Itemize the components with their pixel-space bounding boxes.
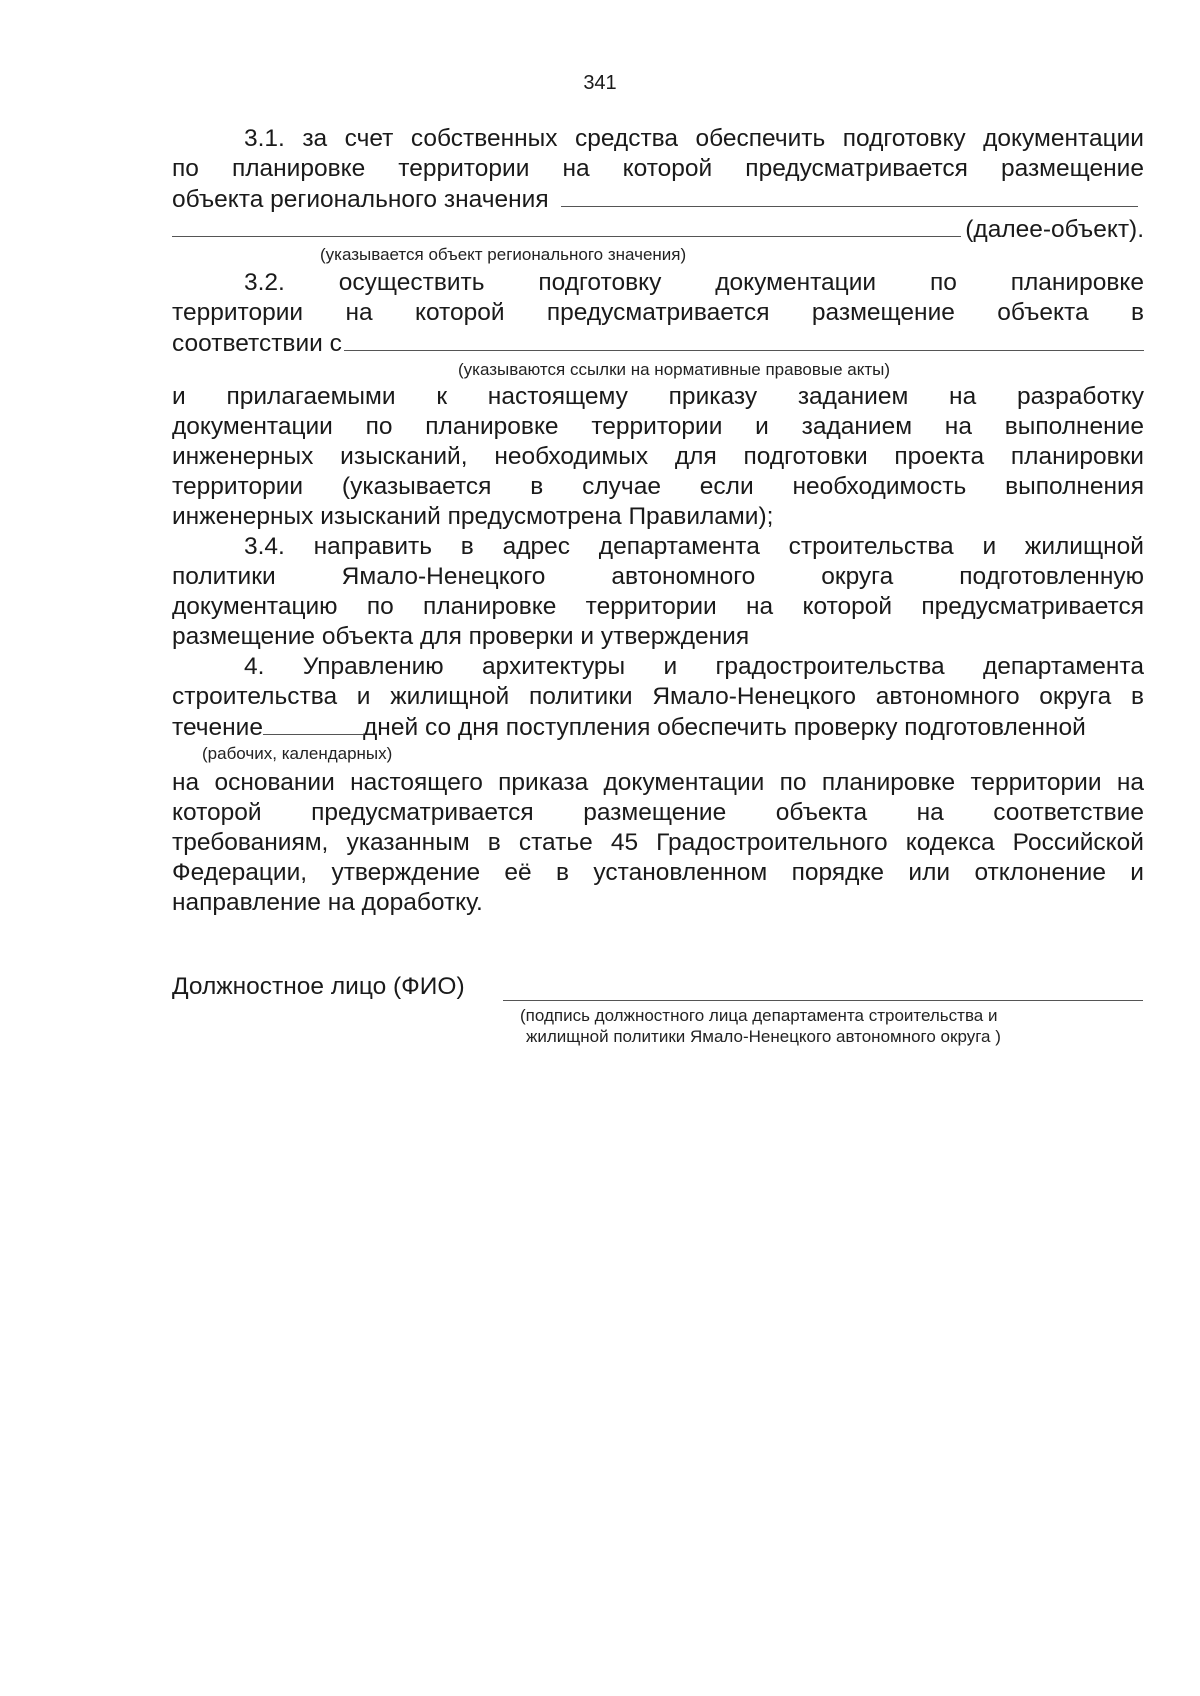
section-4-line-3-prefix: течение [172,714,263,741]
section-3-4-line-3: документацию по планировке территории на которой предусматривается [172,593,1144,620]
section-4-cont-5: направление на доработку. [172,889,483,916]
section-4-cont-1: на основании настоящего приказа документации по планировке территории на [172,769,1144,796]
section-3-2-cont-5: инженерных изысканий предусмотрена Правилами); [172,503,774,530]
page-number: 341 [583,72,617,94]
section-3-1-line-1: 3.1. за счет собственных средства обеспечить подготовку документации [244,125,1144,152]
section-4-cont-2: которой предусматривается размещение объекта на соответствие [172,799,1144,826]
section-4-line-1: 4. Управлению архитектуры и градостроительства департамента [244,653,1144,680]
days-count-field[interactable] [263,712,363,735]
section-3-1-line-4 [172,214,1144,245]
caption-regional-object: (указывается объект регионального значения) [320,245,687,264]
signature-caption-line-1: (подпись должностного лица департамента строительства и [520,1006,998,1025]
section-3-2-cont-2: документации по планировке территории и заданием на выполнение [172,413,1144,440]
section-3-1-line-3-text: объекта регионального значения [172,186,549,213]
section-3-4-line-1: 3.4. направить в адрес департамента строительства и жилищной [244,533,1144,560]
section-3-2-line-2: территории на которой предусматривается размещение объекта в [172,299,1144,326]
signature-label: Должностное лицо (ФИО) [172,973,465,1000]
section-3-2-cont-4: территории (указывается в случае если необходимость выполнения [172,473,1144,500]
section-4-cont-4: Федерации, утверждение её в установленном порядке или отклонение и [172,859,1144,886]
signature-caption-line-2: жилищной политики Ямало-Ненецкого автономного округа ) [526,1027,1001,1046]
section-3-4-line-4: размещение объекта для проверки и утверждения [172,623,750,650]
regional-object-field-continued[interactable] [172,214,961,237]
signature-field[interactable] [503,1000,1143,1001]
normative-acts-field[interactable] [344,328,1144,351]
section-3-1-line-3 [172,184,1138,215]
caption-days-type: (рабочих, календарных) [202,744,393,763]
section-4-line-3 [172,712,1144,743]
section-4-line-3-suffix: дней со дня поступления обеспечить проверку подготовленной [363,714,1086,741]
section-4-cont-3: требованиям, указанным в статье 45 Градостроительного кодекса Российской [172,829,1144,856]
section-4-line-2: строительства и жилищной политики Ямало-Ненецкого автономного округа в [172,683,1144,710]
section-3-1-line-4-suffix: (далее-объект). [965,216,1144,243]
section-3-4-line-2: политики Ямало-Ненецкого автономного округа подготовленную [172,563,1144,590]
section-3-2-cont-3: инженерных изысканий, необходимых для подготовки проекта планировки [172,443,1144,470]
caption-normative-acts: (указываются ссылки на нормативные правовые акты) [458,360,891,379]
regional-object-field[interactable] [561,184,1138,207]
section-3-2-line-1: 3.2. осуществить подготовку документации по планировке [244,269,1144,296]
section-3-2-cont-1: и прилагаемыми к настоящему приказу заданием на разработку [172,383,1144,410]
section-3-2-line-3-text: соответствии с [172,330,342,357]
section-3-1-line-2: по планировке территории на которой предусматривается размещение [172,155,1144,182]
section-3-2-line-3 [172,328,1144,359]
